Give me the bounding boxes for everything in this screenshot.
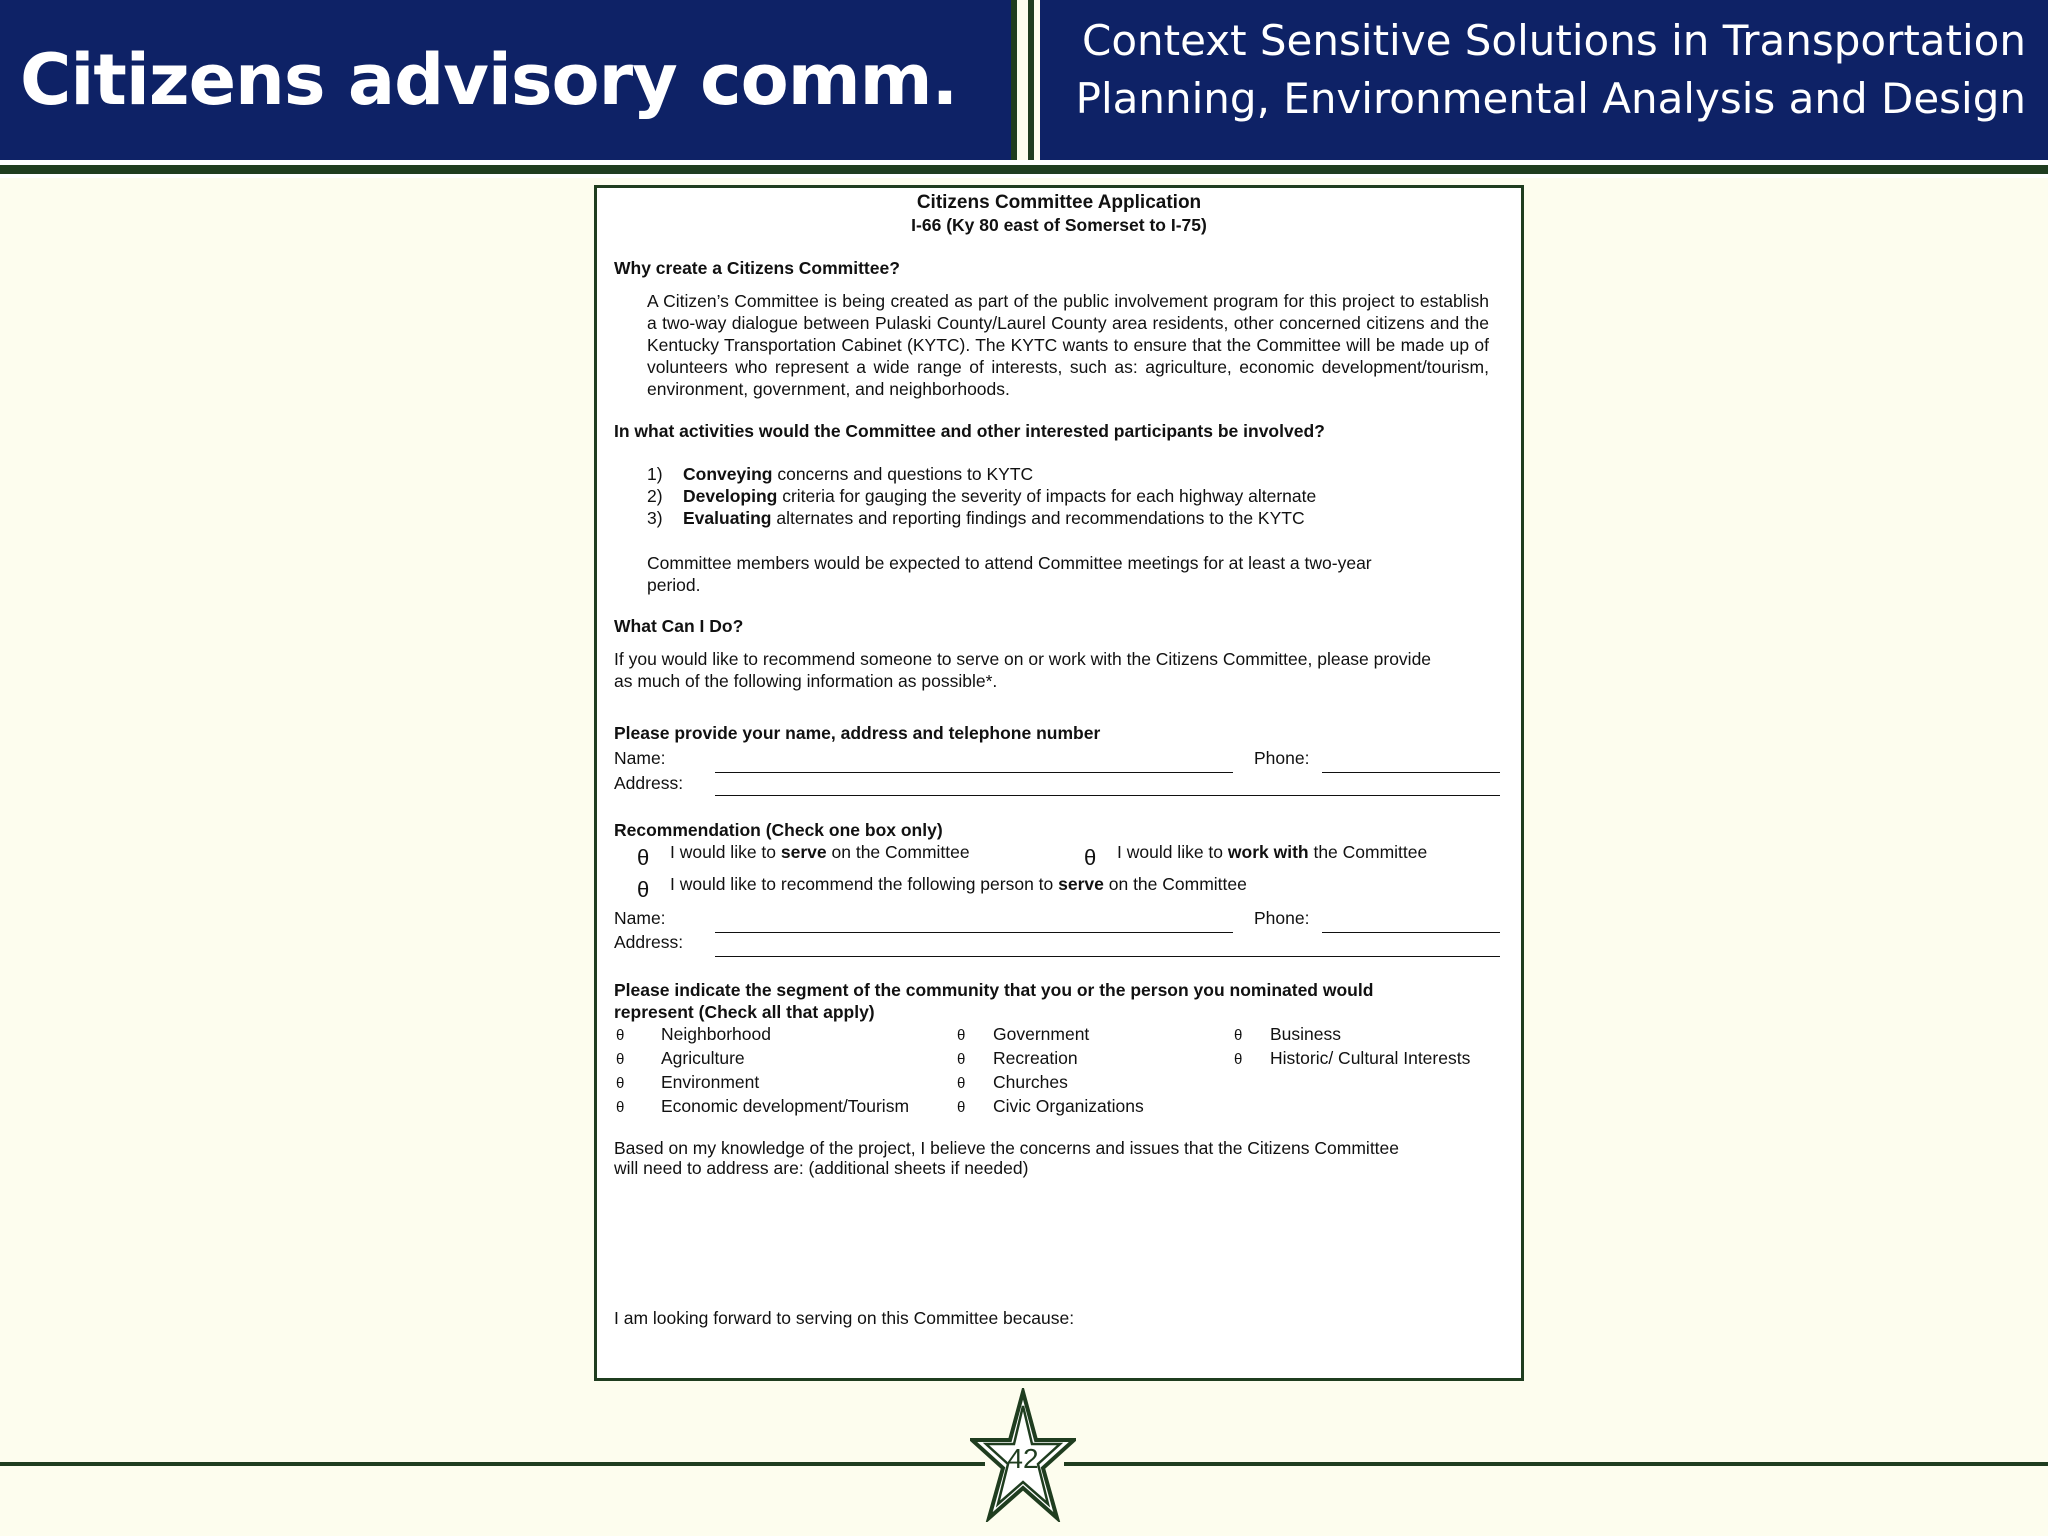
checkbox-icon: θ [1234,1051,1243,1068]
nominee-address-line [715,956,1500,957]
checkbox-icon: θ [616,1099,625,1116]
subtitle-line-2: Planning, Environmental Analysis and Design [1075,74,2026,123]
nominee-name-label: Name: [614,908,666,928]
checkbox-icon: θ [616,1027,625,1044]
phone-label: Phone: [1254,748,1310,768]
header-subtitle-bar [1040,0,2048,160]
subtitle-line-1: Context Sensitive Solutions in Transportation [1082,16,2026,65]
why-heading: Why create a Citizens Committee? [614,258,900,278]
header-rule-green [0,165,2048,174]
checkbox-icon: θ [616,1051,625,1068]
concerns-line1: Based on my knowledge of the project, I believe the concerns and issues that the Citizens Committee [614,1138,1400,1158]
option-recommend-label: I would like to recommend the following person to serve on the Committee [670,874,1247,894]
segment-option: Economic development/Tourism [661,1096,910,1116]
segment-option: Historic/ Cultural Interests [1270,1048,1471,1068]
segment-option: Environment [661,1072,760,1092]
segment-option: Churches [993,1072,1068,1092]
checkbox-icon: θ [957,1099,966,1116]
phone-field-line [1322,772,1500,773]
activities-heading: In what activities would the Committee and other interested participants be involved? [614,421,1325,441]
activity-item: 2) [647,486,663,506]
activity-item: 1) [647,464,663,484]
segment-option: Business [1270,1024,1342,1044]
segment-option: Agriculture [661,1048,745,1068]
activity-item-text: Conveying concerns and questions to KYTC [683,464,1034,484]
radio-serve-icon: θ [637,845,650,870]
activity-item-text: Developing criteria for gauging the severity of impacts for each highway alternate [683,486,1317,506]
what-heading: What Can I Do? [614,616,744,636]
segment-heading-line2: represent (Check all that apply) [614,1002,875,1022]
recommendation-heading: Recommendation (Check one box only) [614,820,943,840]
footer-rule-left [0,1462,985,1466]
segment-heading-line1: Please indicate the segment of the community that you or the person you nominated would [614,980,1374,1000]
activity-item-text: Evaluating alternates and reporting findings and recommendations to the KYTC [683,508,1305,528]
checkbox-icon: θ [1234,1027,1243,1044]
option-serve-label: I would like to serve on the Committee [670,842,970,862]
address-label: Address: [614,773,684,793]
commitment-text: Committee members would be expected to attend Committee meetings for at least a two-year period. [647,553,1372,595]
segment-option: Neighborhood [661,1024,771,1044]
checkbox-icon: θ [957,1027,966,1044]
footer-rule-right [1064,1462,2048,1466]
slide-title: Citizens advisory comm. [20,39,958,121]
what-paragraph: If you would like to recommend someone to serve on or work with the Citizens Committee, please provide as much of the following information as possible*. [614,649,1432,691]
nominee-phone-label: Phone: [1254,908,1310,928]
nominee-address-label: Address: [614,932,684,952]
radio-work-icon: θ [1084,845,1097,870]
option-work-label: I would like to work with the Committee [1117,842,1428,862]
segment-option: Government [993,1024,1090,1044]
looking-forward-text: I am looking forward to serving on this Committee because: [614,1308,1075,1328]
segment-option: Civic Organizations [993,1096,1144,1116]
name-field-line [715,772,1233,773]
why-paragraph: A Citizen’s Committee is being created as part of the public involvement program for this project to establish a two-way dialogue between Pulaski County/Laurel County area residents, other concerned citizens and the Kentucky Transportation Cabinet (KYTC). The KYTC wants to ensure that the Committee will be made up of volunteers who represent a wide range of interests, such as: agriculture, economic development/tourism, environment, government, and neighborhoods. [647,291,1489,399]
form-title: Citizens Committee Application [916,192,1202,213]
header-divider-left [1011,0,1017,170]
checkbox-icon: θ [616,1075,625,1092]
slide-subtitle [1076,12,2026,128]
header-rule-bottom [0,174,2048,178]
radio-recommend-icon: θ [637,877,650,902]
page-number: 42 [1007,1443,1039,1474]
header-divider-right [1028,0,1034,170]
application-form-document [594,185,1524,1381]
nominee-phone-line [1322,932,1500,933]
concerns-line2: will need to address are: (additional sheets if needed) [614,1158,1029,1178]
segment-option: Recreation [993,1048,1078,1068]
checkbox-icon: θ [957,1051,966,1068]
name-label: Name: [614,748,666,768]
address-field-line [715,795,1500,796]
activity-item: 3) [647,508,663,528]
checkbox-icon: θ [957,1075,966,1092]
form-subtitle: I-66 (Ky 80 east of Somerset to I-75) [911,215,1207,235]
provide-heading: Please provide your name, address and telephone number [614,723,1101,743]
header-title-bar [0,0,1011,160]
nominee-name-line [715,932,1233,933]
